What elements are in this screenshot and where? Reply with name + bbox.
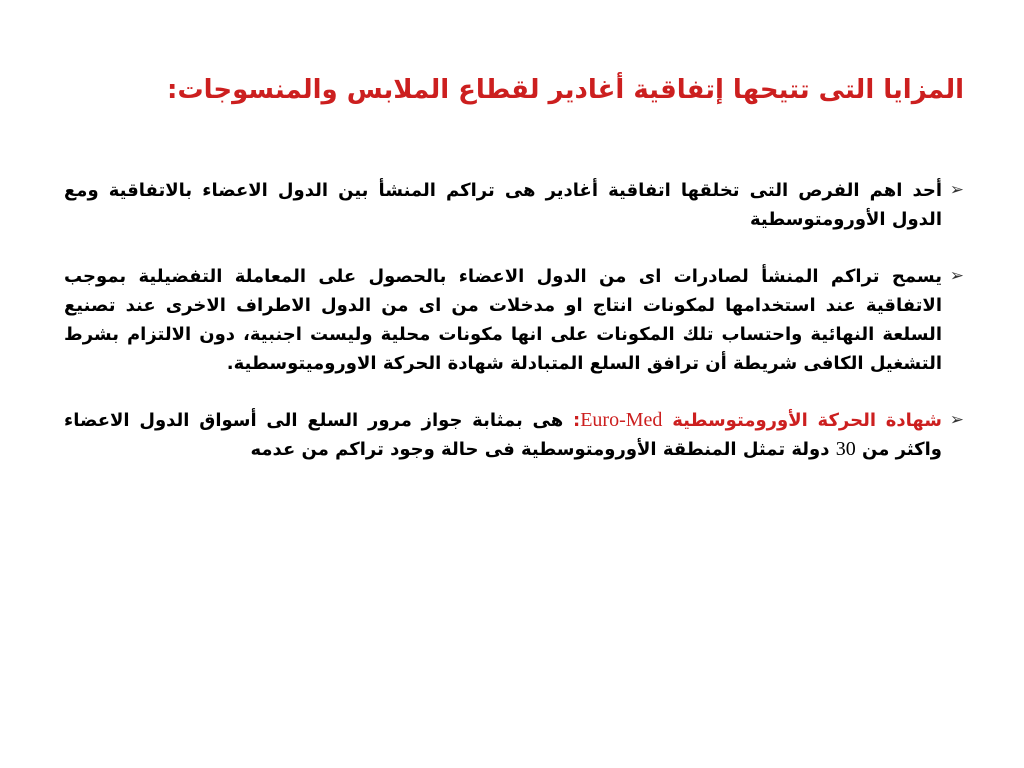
bullet-text-3 [64,406,942,464]
highlight-colon: : [573,410,581,431]
bullet-item-1 [64,176,964,234]
arrow-bullet-icon: ➢ [949,410,964,430]
bullet-text-2: يسمح تراكم المنشأ لصادرات اى من الدول الاعضاء بالحصول على المعاملة التفضيلية بموجب الاتفاقية عند استخدامها لمكونات انتاج او مدخلات من اى من الدول الاطراف الاخرى عند تصنيع السلعة النهائية واحتساب تلك المكونات على انها مكونات محلية وليست اجنبية، دون الالتزام بشرط التشغيل الكافى شريطة أن ترافق السلع المتبادلة شهادة الحركة الاوروميتوسطية. [64,266,942,374]
bullet-item-3 [64,406,964,464]
highlight-latin: Euro-Med [580,409,663,431]
arrow-bullet-icon: ➢ [949,266,964,286]
bullet-text-3-part-2: دولة تمثل المنطقة الأورومتوسطية فى حالة وجود تراكم من عدمه [250,439,836,460]
bullet-item-2 [64,262,964,378]
arrow-bullet-icon: ➢ [949,180,964,200]
slide-title: المزايا التى تتيحها إتفاقية أغادير لقطاع الملابس والمنسوجات: [167,75,964,105]
bullet-text-1: أحد اهم الفرص التى تخلقها اتفاقية أغادير هى تراكم المنشأ بين الدول الاعضاء بالاتفاقية ومع الدول الأورومتوسطية [64,180,942,230]
bullet-text-3-part-1: هى بمثابة جواز مرور السلع الى أسواق الدول الاعضاء واكثر من [64,410,942,460]
highlight-arabic: شهادة الحركة الأورومتوسطية [672,410,942,431]
bullet-list [64,176,964,492]
country-count-number: 30 [835,438,856,460]
